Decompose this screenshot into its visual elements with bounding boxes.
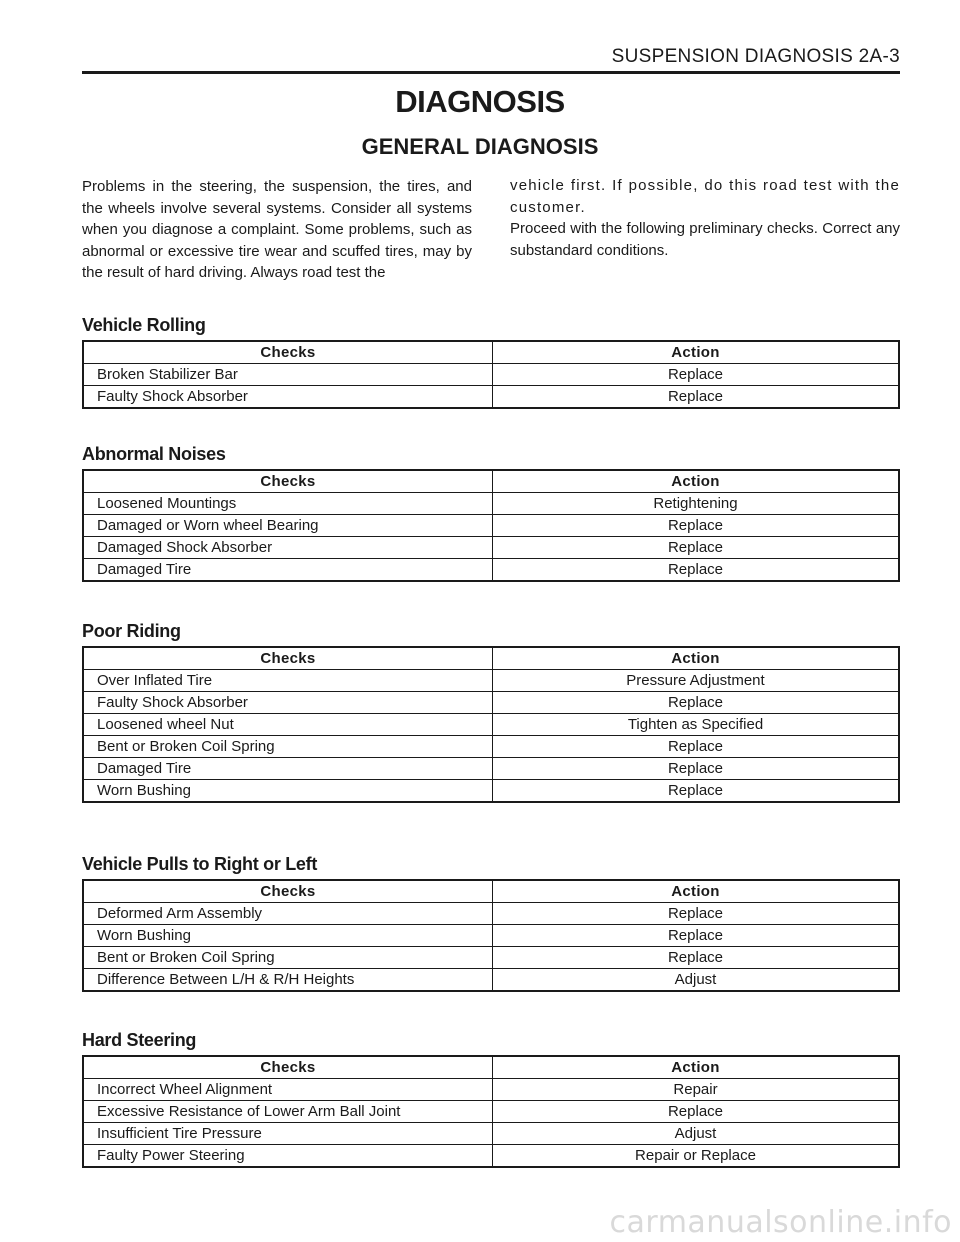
- section-heading: Abnormal Noises: [82, 444, 226, 464]
- action-header: Action: [493, 1056, 900, 1079]
- check-cell: Bent or Broken Coil Spring: [83, 736, 493, 758]
- section-heading: Hard Steering: [82, 1030, 197, 1050]
- table-row: [83, 780, 899, 803]
- action-header: Action: [493, 880, 900, 903]
- diagnosis-table: [82, 1055, 900, 1168]
- section-vehicle-rolling: [82, 314, 900, 409]
- check-cell: Over Inflated Tire: [83, 670, 493, 692]
- action-cell: Tighten as Specified: [493, 714, 900, 736]
- action-cell: Retightening: [493, 493, 900, 515]
- action-cell: Replace: [493, 692, 900, 714]
- table-row: [83, 559, 899, 582]
- diagnosis-table: [82, 879, 900, 992]
- check-cell: Excessive Resistance of Lower Arm Ball Joint: [83, 1101, 493, 1123]
- table-row: [83, 903, 899, 925]
- action-cell: Replace: [493, 903, 900, 925]
- section-subtitle: GENERAL DIAGNOSIS: [361, 134, 599, 159]
- action-cell: Replace: [493, 364, 900, 386]
- section-abnormal-noises: [82, 443, 900, 582]
- page-header: SUSPENSION DIAGNOSIS 2A-3: [611, 46, 900, 67]
- intro-right-column: [510, 175, 900, 267]
- action-cell: Replace: [493, 515, 900, 537]
- action-cell: Adjust: [493, 1123, 900, 1145]
- checks-header: Checks: [83, 880, 493, 903]
- table-row: [83, 969, 899, 992]
- check-cell: Damaged Shock Absorber: [83, 537, 493, 559]
- section-heading: Vehicle Pulls to Right or Left: [82, 854, 318, 874]
- diagnosis-table: [82, 469, 900, 582]
- action-cell: Replace: [493, 780, 900, 803]
- action-header: Action: [493, 470, 900, 493]
- checks-header: Checks: [83, 647, 493, 670]
- table-row: [83, 364, 899, 386]
- check-cell: Bent or Broken Coil Spring: [83, 947, 493, 969]
- action-cell: Replace: [493, 559, 900, 582]
- table-row: [83, 758, 899, 780]
- section-vehicle-pulls: [82, 853, 900, 992]
- table-row: [83, 1145, 899, 1168]
- section-heading: Poor Riding: [82, 621, 181, 641]
- table-row: [83, 515, 899, 537]
- check-cell: Damaged Tire: [83, 559, 493, 582]
- check-cell: Broken Stabilizer Bar: [83, 364, 493, 386]
- intro-paragraph-1: Problems in the steering, the suspension, the tires, and the wheels involve several systems. Consider all systems when you diagnose a complaint. Some problems, such as abnormal or excessive tire wear and scuffed tires, may by the result of hard driving. Always road test the: [82, 178, 472, 282]
- intro-left-column: [82, 176, 472, 284]
- header-rule: [82, 71, 900, 74]
- action-cell: Replace: [493, 537, 900, 559]
- check-cell: Worn Bushing: [83, 780, 493, 803]
- table-row: [83, 670, 899, 692]
- checks-header: Checks: [83, 341, 493, 364]
- watermark: carmanualsonline.info: [609, 1205, 952, 1240]
- checks-header: Checks: [83, 1056, 493, 1079]
- table-row: [83, 1079, 899, 1101]
- action-cell: Pressure Adjustment: [493, 670, 900, 692]
- action-cell: Replace: [493, 1101, 900, 1123]
- checks-header: Checks: [83, 470, 493, 493]
- check-cell: Worn Bushing: [83, 925, 493, 947]
- table-row: [83, 736, 899, 758]
- section-hard-steering: [82, 1029, 900, 1168]
- check-cell: Faulty Shock Absorber: [83, 386, 493, 409]
- check-cell: Difference Between L/H & R/H Heights: [83, 969, 493, 992]
- action-cell: Replace: [493, 947, 900, 969]
- table-row: [83, 692, 899, 714]
- section-heading: Vehicle Rolling: [82, 315, 206, 335]
- action-header: Action: [493, 647, 900, 670]
- diagnosis-table: [82, 646, 900, 803]
- table-row: [83, 947, 899, 969]
- table-header-row: [83, 1056, 899, 1079]
- table-header-row: [83, 341, 899, 364]
- action-cell: Repair or Replace: [493, 1145, 900, 1168]
- table-header-row: [83, 470, 899, 493]
- table-row: [83, 1123, 899, 1145]
- check-cell: Insufficient Tire Pressure: [83, 1123, 493, 1145]
- action-header: Action: [493, 341, 900, 364]
- action-cell: Replace: [493, 758, 900, 780]
- table-header-row: [83, 880, 899, 903]
- check-cell: Damaged Tire: [83, 758, 493, 780]
- check-cell: Faulty Power Steering: [83, 1145, 493, 1168]
- table-row: [83, 925, 899, 947]
- table-row: [83, 386, 899, 409]
- check-cell: Incorrect Wheel Alignment: [83, 1079, 493, 1101]
- action-cell: Adjust: [493, 969, 900, 992]
- check-cell: Loosened wheel Nut: [83, 714, 493, 736]
- table-row: [83, 493, 899, 515]
- action-cell: Repair: [493, 1079, 900, 1101]
- table-row: [83, 714, 899, 736]
- table-row: [83, 1101, 899, 1123]
- table-row: [83, 537, 899, 559]
- check-cell: Deformed Arm Assembly: [83, 903, 493, 925]
- section-poor-riding: [82, 620, 900, 803]
- diagnosis-table: [82, 340, 900, 409]
- action-cell: Replace: [493, 925, 900, 947]
- intro-paragraph-2: vehicle first. If possible, do this road test with the customer.: [510, 177, 900, 216]
- check-cell: Loosened Mountings: [83, 493, 493, 515]
- intro-paragraph-3: Proceed with the following preliminary checks. Correct any substandard conditions.: [510, 220, 900, 259]
- action-cell: Replace: [493, 386, 900, 409]
- table-header-row: [83, 647, 899, 670]
- page-title: DIAGNOSIS: [395, 84, 565, 119]
- check-cell: Damaged or Worn wheel Bearing: [83, 515, 493, 537]
- check-cell: Faulty Shock Absorber: [83, 692, 493, 714]
- action-cell: Replace: [493, 736, 900, 758]
